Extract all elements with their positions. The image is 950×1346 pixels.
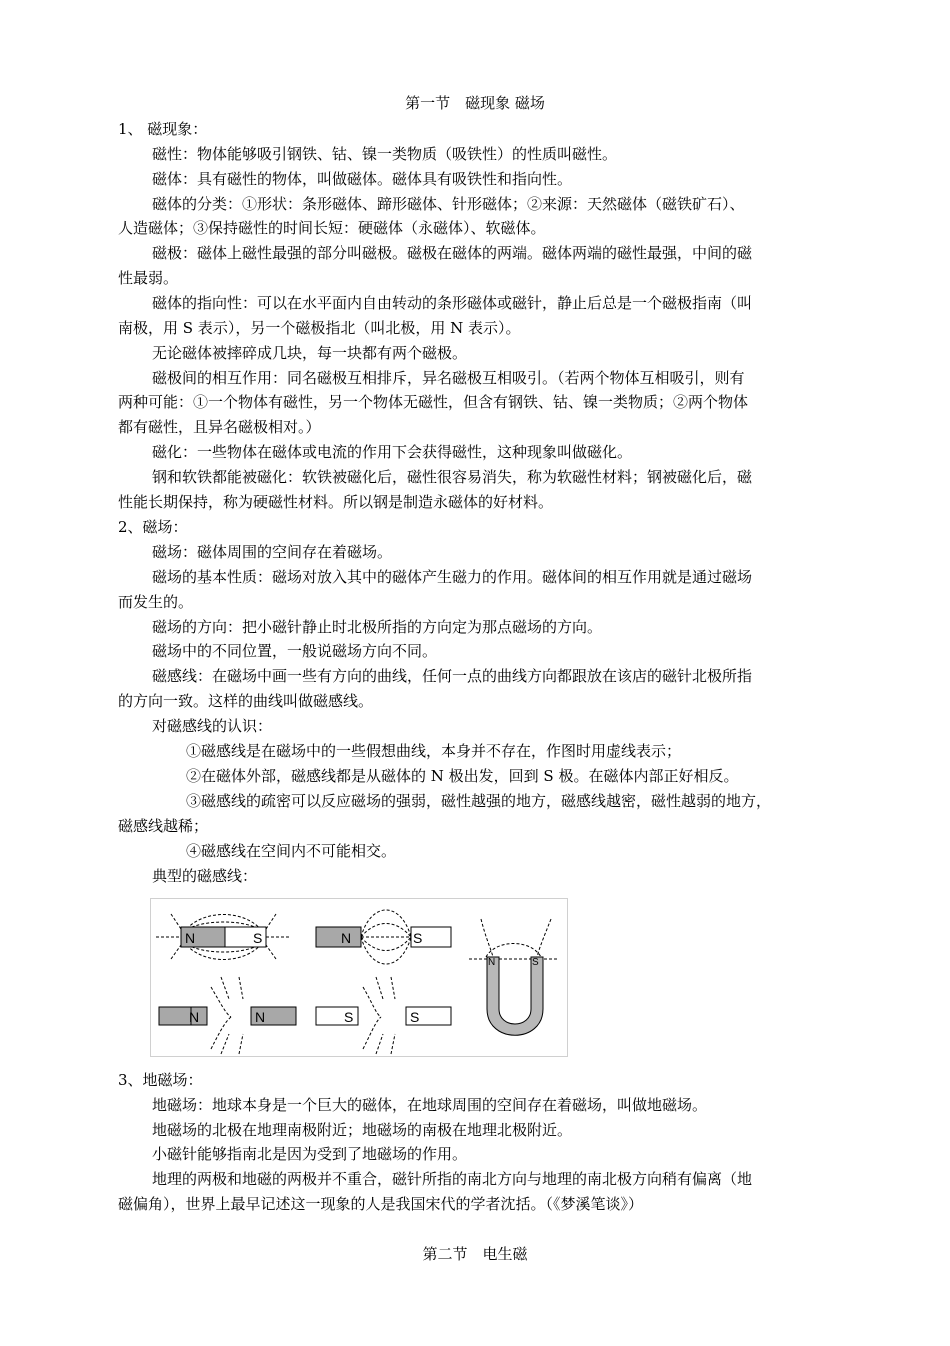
paragraph: 南极，用 S 表示），另一个磁极指北（叫北极，用 N 表示）。 [118, 319, 521, 337]
paragraph: 磁体的分类：①形状：条形磁体、蹄形磁体、针形磁体；②来源：天然磁体（磁铁矿石）、 [152, 195, 745, 213]
magnetic-field-lines-figure [150, 898, 568, 1057]
paragraph: 地磁场：地球本身是一个巨大的磁体，在地球周围的空间存在着磁场，叫做地磁场。 [152, 1096, 708, 1114]
magnet-s-label: S [532, 957, 539, 968]
paragraph: 磁化：一些物体在磁体或电流的作用下会获得磁性，这种现象叫做磁化。 [152, 443, 633, 461]
paragraph: 地磁场的北极在地理南极附近；地磁场的南极在地理北极附近。 [152, 1121, 573, 1139]
figure-caption: 典型的磁感线： [152, 867, 258, 885]
section-title: 第二节 电生磁 [422, 1245, 528, 1263]
magnet-n-label: N [255, 1009, 266, 1025]
magnet-s-label: S [253, 930, 263, 946]
paragraph: 地理的两极和地磁的两极并不重合，磁针所指的南北方向与地理的南北极方向稍有偏离（地 [152, 1170, 753, 1188]
paragraph: 的方向一致。这样的曲线叫做磁感线。 [118, 692, 374, 710]
paragraph: 小磁针能够指南北是因为受到了地磁场的作用。 [152, 1145, 468, 1163]
magnet-n-label: N [488, 957, 496, 968]
paragraph: 磁感线：在磁场中画一些有方向的曲线，任何一点的曲线方向都跟放在该店的磁针北极所指 [152, 667, 753, 685]
list-item: ②在磁体外部，磁感线都是从磁体的 N 极出发，回到 S 极。在磁体内部正好相反。 [186, 767, 739, 785]
section-title: 第一节 磁现象 磁场 [405, 94, 545, 112]
magnet-s-label: S [344, 1009, 354, 1025]
list-item: ④磁感线在空间内不可能相交。 [186, 842, 397, 860]
heading-magnetic-phenomena: 1、 磁现象： [118, 120, 208, 138]
list-item: 磁感线越稀； [118, 817, 209, 835]
list-item: ③磁感线的疏密可以反应磁场的强弱，磁性越强的地方，磁感线越密，磁性越弱的地方， [186, 792, 772, 810]
heading-magnetic-field: 2、磁场： [118, 518, 188, 536]
paragraph: 对磁感线的认识： [152, 717, 273, 735]
paragraph: 都有磁性，且异名磁极相对。） [118, 418, 321, 436]
magnet-s-label: S [413, 930, 423, 946]
paragraph: 磁场中的不同位置，一般说磁场方向不同。 [152, 642, 438, 660]
paragraph: 磁场的基本性质：磁场对放入其中的磁体产生磁力的作用。磁体间的相互作用就是通过磁场 [152, 568, 753, 586]
paragraph: 两种可能：①一个物体有磁性，另一个物体无磁性，但含有钢铁、钴、镍一类物质；②两个物体 [118, 393, 749, 411]
paragraph: 性最弱。 [118, 269, 179, 287]
paragraph: 钢和软铁都能被磁化：软铁被磁化后，磁性很容易消失，称为软磁性材料；钢被磁化后，磁 [152, 468, 753, 486]
magnet-n-label: N [185, 930, 196, 946]
paragraph: 磁性：物体能够吸引钢铁、钴、镍一类物质（吸铁性）的性质叫磁性。 [152, 145, 618, 163]
list-item: ①磁感线是在磁场中的一些假想曲线，本身并不存在，作图时用虚线表示； [186, 742, 682, 760]
paragraph: 磁偏角），世界上最早记述这一现象的人是我国宋代的学者沈括。（《梦溪笔谈》） [118, 1195, 644, 1213]
heading-geomagnetic-field: 3、地磁场： [118, 1071, 203, 1089]
paragraph: 磁极：磁体上磁性最强的部分叫磁极。磁极在磁体的两端。磁体两端的磁性最强，中间的磁 [152, 244, 753, 262]
paragraph: 人造磁体；③保持磁性的时间长短：硬磁体（永磁体）、软磁体。 [118, 219, 546, 237]
paragraph: 磁场的方向：把小磁针静止时北极所指的方向定为那点磁场的方向。 [152, 618, 603, 636]
magnet-s-label: S [410, 1009, 420, 1025]
magnet-n-label: N [189, 1009, 200, 1025]
paragraph: 性能长期保持，称为硬磁性材料。所以钢是制造永磁体的好材料。 [118, 493, 554, 511]
paragraph: 磁体的指向性：可以在水平面内自由转动的条形磁体或磁针，静止后总是一个磁极指南（叫 [152, 294, 753, 312]
paragraph: 无论磁体被摔碎成几块，每一块都有两个磁极。 [152, 344, 468, 362]
paragraph: 磁体：具有磁性的物体，叫做磁体。磁体具有吸铁性和指向性。 [152, 170, 573, 188]
paragraph: 磁场：磁体周围的空间存在着磁场。 [152, 543, 393, 561]
paragraph: 磁极间的相互作用：同名磁极互相排斥，异名磁极互相吸引。（若两个物体互相吸引，则有 [152, 369, 745, 387]
paragraph: 而发生的。 [118, 593, 194, 611]
magnet-n-label: N [341, 930, 352, 946]
